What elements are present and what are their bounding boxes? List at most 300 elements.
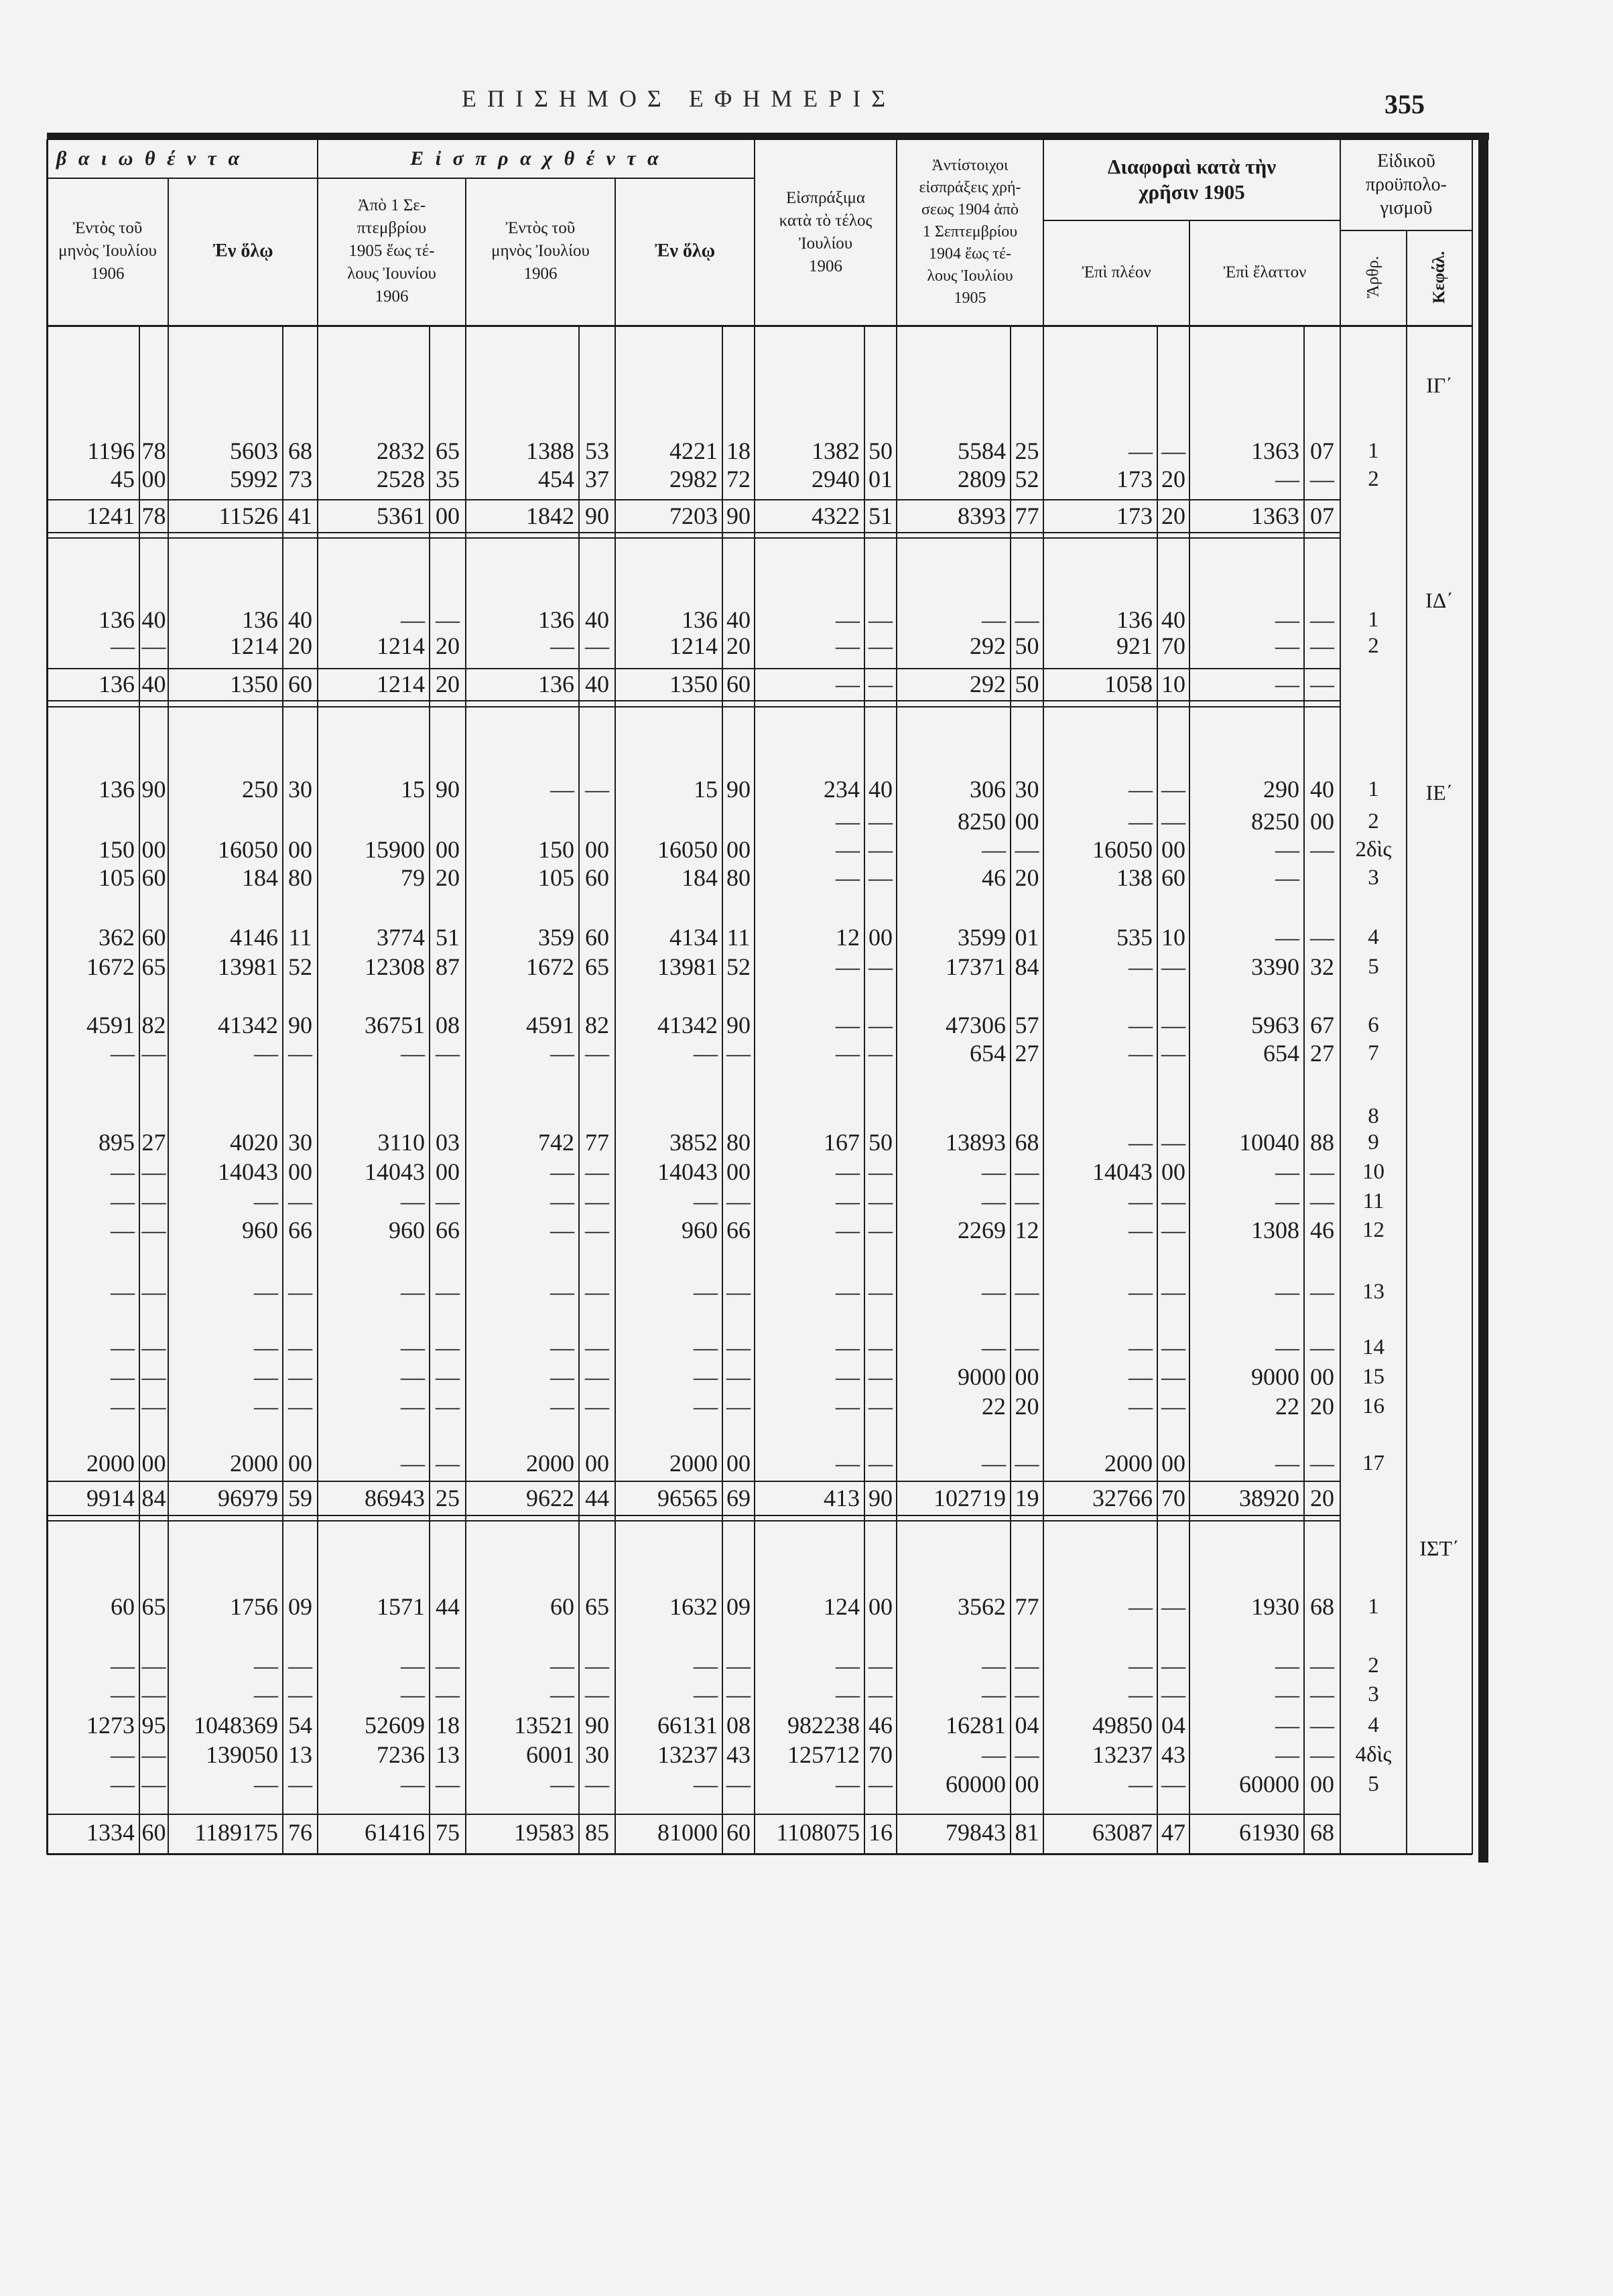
cell-eispraxima-integer: 982238 [787, 1712, 860, 1739]
cell-vevaiothenta-month-integer: — [111, 1040, 135, 1067]
cell-vevaiothenta-total-integer: 5603 [230, 437, 278, 464]
cell-eispraxthenta-sept-june-decimal: — [436, 1652, 460, 1679]
cell-antistoixoi-1904-decimal: — [1015, 1652, 1039, 1679]
article-number: 9 [1368, 1130, 1379, 1154]
cell-vevaiothenta-month-integer: — [111, 1363, 135, 1390]
cell-vevaiothenta-total-integer: 11526 [218, 502, 278, 529]
cell-eispraxthenta-sept-june-decimal: 90 [436, 776, 460, 803]
cell-vevaiothenta-total-decimal: — [288, 1652, 312, 1679]
cell-epi-elatton-integer: 3390 [1251, 953, 1299, 980]
rule-horizontal [47, 1814, 1340, 1815]
cell-vevaiothenta-total-integer: — [254, 1188, 278, 1215]
cell-epi-elatton-integer: — [1275, 836, 1299, 863]
table-row [0, 1333, 1613, 1361]
table-row [0, 1449, 1613, 1477]
cell-eispraxthenta-month-integer: — [550, 1217, 574, 1243]
cell-eispraxthenta-sept-june-integer: 7236 [377, 1741, 425, 1768]
article-number: 8 [1368, 1104, 1379, 1128]
cell-antistoixoi-1904-decimal: 57 [1015, 1012, 1039, 1038]
cell-eispraxthenta-sept-june-integer: 1214 [377, 632, 425, 659]
article-number: 5 [1368, 1772, 1379, 1796]
cell-vevaiothenta-total-decimal: 41 [288, 502, 312, 529]
cell-vevaiothenta-total-decimal: 60 [288, 671, 312, 697]
cell-eispraxima-decimal: — [868, 1217, 893, 1243]
rule-vertical [139, 325, 140, 1854]
total-row [0, 502, 1613, 530]
cell-antistoixoi-1904-integer: 2809 [958, 466, 1006, 492]
cell-eispraxthenta-sept-june-integer: — [401, 1681, 425, 1708]
cell-epi-elatton-decimal: — [1310, 1158, 1334, 1185]
cell-eispraxthenta-sept-june-decimal [430, 1102, 466, 1130]
table-row [0, 1770, 1613, 1798]
cell-eispraxthenta-month-decimal: 00 [585, 836, 609, 863]
table-row [0, 1680, 1613, 1708]
cell-eispraxthenta-sept-june-integer: — [401, 1652, 425, 1679]
cell-epi-elatton-decimal: — [1310, 1681, 1334, 1708]
cell-eispraxima-integer: — [836, 1158, 860, 1185]
cell-epi-pleon-integer: 136 [1116, 606, 1153, 633]
rule-vertical [1157, 325, 1158, 1854]
cell-eispraxthenta-total-integer: — [694, 1652, 718, 1679]
cell-eispraxthenta-month-decimal: 77 [585, 1129, 609, 1156]
cell-vevaiothenta-month-decimal: 95 [141, 1712, 166, 1739]
cell-eispraxthenta-total-decimal: 80 [726, 864, 751, 891]
cell-eispraxima-integer: — [836, 1450, 860, 1477]
cell-vevaiothenta-total-decimal: 54 [288, 1712, 312, 1739]
cell-antistoixoi-1904-decimal: 00 [1015, 1363, 1039, 1390]
cell-vevaiothenta-month-integer: 9914 [86, 1485, 135, 1511]
cell-eispraxthenta-month-integer: — [550, 1393, 574, 1420]
cell-eispraxima-decimal: 50 [868, 1129, 893, 1156]
cell-eispraxthenta-total-decimal: 00 [726, 1158, 751, 1185]
cell-eispraxthenta-total-decimal [722, 1102, 755, 1130]
cell-eispraxthenta-month-decimal: — [585, 1771, 609, 1798]
cell-eispraxthenta-sept-june-decimal: — [436, 1188, 460, 1215]
cell-eispraxima-integer: — [836, 1681, 860, 1708]
cell-vevaiothenta-month-decimal: 00 [141, 466, 166, 492]
article-number: 15 [1362, 1365, 1384, 1389]
cell-eispraxima-decimal: — [868, 808, 893, 835]
cell-eispraxthenta-month-decimal: 85 [585, 1819, 609, 1846]
cell-eispraxthenta-total-integer: — [694, 1278, 718, 1305]
cell-antistoixoi-1904-decimal: 81 [1015, 1819, 1039, 1846]
cell-vevaiothenta-total-integer: 1350 [230, 671, 278, 697]
cell-vevaiothenta-month-integer: — [111, 1188, 135, 1215]
cell-eispraxthenta-sept-june-integer: — [401, 1363, 425, 1390]
cell-eispraxthenta-month-decimal: — [585, 1158, 609, 1185]
table-row [0, 465, 1613, 493]
rule-horizontal [47, 325, 1472, 327]
cell-vevaiothenta-month-decimal: 82 [141, 1012, 166, 1038]
cell-epi-elatton-decimal: — [1310, 1278, 1334, 1305]
table-row [0, 437, 1613, 465]
cell-vevaiothenta-total-decimal: 73 [288, 466, 312, 492]
cell-epi-pleon-decimal: 00 [1161, 1158, 1185, 1185]
cell-antistoixoi-1904-decimal: 20 [1015, 864, 1039, 891]
cell-vevaiothenta-total-decimal: 11 [288, 924, 312, 951]
cell-eispraxthenta-month-decimal: 82 [585, 1012, 609, 1038]
cell-epi-elatton-decimal [1304, 864, 1340, 892]
cell-epi-pleon-integer: 13237 [1092, 1741, 1153, 1768]
cell-epi-elatton-integer: 1363 [1251, 502, 1299, 529]
cell-eispraxthenta-total-integer: 136 [682, 606, 718, 633]
cell-epi-pleon-decimal: 00 [1161, 836, 1185, 863]
cell-epi-elatton-decimal: — [1310, 924, 1334, 951]
cell-vevaiothenta-month-decimal: — [141, 1334, 166, 1361]
cell-eispraxthenta-month-integer: — [550, 776, 574, 803]
cell-antistoixoi-1904-integer [897, 1102, 1011, 1130]
cell-vevaiothenta-total-decimal [283, 807, 318, 835]
cell-eispraxthenta-total-decimal: — [726, 1188, 751, 1215]
cell-eispraxima-integer: — [836, 836, 860, 863]
cell-eispraxthenta-month-decimal: 90 [585, 502, 609, 529]
cell-eispraxthenta-sept-june-integer: 86943 [365, 1485, 425, 1511]
table-row [0, 807, 1613, 835]
cell-eispraxthenta-sept-june-integer: 15900 [365, 836, 425, 863]
table-row [0, 1392, 1613, 1420]
cell-eispraxima-integer: 125712 [787, 1741, 860, 1768]
cell-eispraxthenta-sept-june-decimal: 66 [436, 1217, 460, 1243]
cell-antistoixoi-1904-decimal [1011, 1102, 1043, 1130]
table-row [0, 1363, 1613, 1391]
cell-eispraxthenta-sept-june-integer: 14043 [365, 1158, 425, 1185]
cell-epi-elatton-integer: — [1275, 632, 1299, 659]
cell-vevaiothenta-month-decimal: 40 [141, 671, 166, 697]
header-epi-pleon: Ἐπὶ πλέον [1082, 263, 1151, 281]
cell-eispraxthenta-month-integer: — [550, 1363, 574, 1390]
header-eispraxima: Εἰσπράξιμα κατὰ τὸ τέλος Ἰουλίου 1906 [779, 188, 873, 275]
cell-eispraxthenta-month-integer: 4591 [526, 1012, 574, 1038]
cell-epi-elatton-integer: — [1275, 1681, 1299, 1708]
cell-eispraxima-decimal: 40 [868, 776, 893, 803]
cell-epi-pleon-decimal: 00 [1161, 1450, 1185, 1477]
cell-epi-elatton-integer: 1363 [1251, 437, 1299, 464]
cell-antistoixoi-1904-decimal: — [1015, 836, 1039, 863]
cell-eispraxthenta-sept-june-decimal: — [436, 1363, 460, 1390]
cell-antistoixoi-1904-decimal: 30 [1015, 776, 1039, 803]
cell-epi-elatton-decimal: 20 [1310, 1485, 1334, 1511]
cell-epi-elatton-integer: 290 [1263, 776, 1299, 803]
cell-antistoixoi-1904-integer: 9000 [958, 1363, 1006, 1390]
cell-vevaiothenta-month-decimal: 00 [141, 1450, 166, 1477]
cell-epi-elatton-integer: 10040 [1239, 1129, 1299, 1156]
cell-epi-pleon-decimal: — [1161, 1363, 1185, 1390]
cell-eispraxima-decimal: — [868, 632, 893, 659]
cell-vevaiothenta-month-decimal: 84 [141, 1485, 166, 1511]
cell-antistoixoi-1904-integer: — [982, 1741, 1006, 1768]
cell-epi-pleon-decimal: 04 [1161, 1712, 1185, 1739]
cell-epi-pleon-integer: 49850 [1092, 1712, 1153, 1739]
cell-epi-pleon-decimal: 70 [1161, 1485, 1185, 1511]
cell-epi-elatton-decimal: — [1310, 1450, 1334, 1477]
cell-vevaiothenta-total-integer: 1189175 [194, 1819, 278, 1846]
cell-eispraxthenta-sept-june-decimal: 87 [436, 953, 460, 980]
cell-vevaiothenta-total-decimal: 68 [288, 437, 312, 464]
cell-eispraxthenta-month-integer: 1842 [526, 502, 574, 529]
cell-antistoixoi-1904-integer: 292 [970, 632, 1006, 659]
cell-eispraxthenta-total-integer: 1632 [669, 1593, 718, 1620]
cell-vevaiothenta-month-decimal: — [141, 1217, 166, 1243]
cell-epi-elatton-integer: 1308 [1251, 1217, 1299, 1243]
cell-eispraxthenta-total-decimal: 90 [726, 776, 751, 803]
cell-epi-elatton-decimal: — [1310, 1188, 1334, 1215]
article-number: 3 [1368, 1682, 1379, 1706]
cell-eispraxthenta-total-decimal: 20 [726, 632, 751, 659]
header-eispraxthenta-total: Ἐν ὅλῳ [654, 241, 716, 261]
cell-vevaiothenta-month-integer: — [111, 1652, 135, 1679]
article-number: 7 [1368, 1041, 1379, 1065]
cell-vevaiothenta-month-decimal: 78 [141, 502, 166, 529]
cell-eispraxthenta-total-decimal: — [726, 1334, 751, 1361]
cell-antistoixoi-1904-decimal: — [1015, 1681, 1039, 1708]
article-number: 10 [1362, 1160, 1384, 1184]
cell-vevaiothenta-total-integer: 4146 [230, 924, 278, 951]
cell-eispraxima-integer: — [836, 1012, 860, 1038]
cell-eispraxthenta-sept-june-integer: 36751 [365, 1012, 425, 1038]
cell-epi-pleon-integer: 535 [1116, 924, 1153, 951]
cell-antistoixoi-1904-integer: 79843 [946, 1819, 1006, 1846]
cell-antistoixoi-1904-integer: — [982, 1681, 1006, 1708]
cell-eispraxima-integer: — [836, 632, 860, 659]
rule-horizontal [47, 668, 1340, 669]
cell-epi-elatton-integer: — [1275, 1334, 1299, 1361]
cell-epi-pleon-decimal: — [1161, 1593, 1185, 1620]
cell-eispraxthenta-sept-june-integer: 52609 [365, 1712, 425, 1739]
article-number: 5 [1368, 955, 1379, 979]
cell-eispraxima-decimal: — [868, 1188, 893, 1215]
cell-epi-elatton-integer: — [1275, 1712, 1299, 1739]
cell-eispraxthenta-sept-june-decimal: 44 [436, 1593, 460, 1620]
cell-epi-pleon-decimal: — [1161, 1334, 1185, 1361]
cell-vevaiothenta-total-integer: 14043 [218, 1158, 278, 1185]
cell-vevaiothenta-month-decimal: — [141, 1681, 166, 1708]
cell-eispraxima-integer: 234 [824, 776, 860, 803]
cell-eispraxima-decimal: — [868, 1681, 893, 1708]
cell-vevaiothenta-total-integer: — [254, 1278, 278, 1305]
cell-eispraxima-integer: — [836, 1188, 860, 1215]
cell-vevaiothenta-month-decimal: 90 [141, 776, 166, 803]
cell-vevaiothenta-month-integer: — [111, 1158, 135, 1185]
cell-eispraxthenta-total-integer: — [694, 1334, 718, 1361]
chapter-label: ΙΣΤ΄ [1419, 1536, 1460, 1560]
cell-eispraxthenta-month-decimal: — [585, 1217, 609, 1243]
rule-vertical [722, 325, 723, 1854]
cell-eispraxthenta-sept-june-integer: — [401, 1278, 425, 1305]
cell-vevaiothenta-total-decimal [283, 1102, 318, 1130]
cell-eispraxthenta-total-integer: — [694, 1681, 718, 1708]
cell-antistoixoi-1904-decimal: 00 [1015, 808, 1039, 835]
cell-eispraxthenta-month-integer: — [550, 1334, 574, 1361]
cell-eispraxthenta-sept-june-decimal: 00 [436, 1158, 460, 1185]
cell-eispraxthenta-month-integer: — [550, 1040, 574, 1067]
cell-vevaiothenta-total-integer: 250 [242, 776, 278, 803]
cell-eispraxthenta-sept-june-decimal: — [436, 1278, 460, 1305]
cell-eispraxthenta-month-decimal: — [585, 1393, 609, 1420]
cell-eispraxthenta-sept-june-decimal: — [436, 1040, 460, 1067]
cell-epi-elatton-integer: — [1275, 1278, 1299, 1305]
cell-epi-pleon-decimal: 10 [1161, 924, 1185, 951]
cell-antistoixoi-1904-integer: — [982, 1188, 1006, 1215]
cell-antistoixoi-1904-integer: 292 [970, 671, 1006, 697]
cell-antistoixoi-1904-decimal: — [1015, 606, 1039, 633]
cell-epi-elatton-decimal: — [1310, 1652, 1334, 1679]
cell-eispraxthenta-total-decimal: — [726, 1393, 751, 1420]
cell-vevaiothenta-month-decimal: 65 [141, 1593, 166, 1620]
cell-vevaiothenta-month-decimal: — [141, 1040, 166, 1067]
table-row [0, 1651, 1613, 1680]
cell-epi-elatton-decimal: 20 [1310, 1393, 1334, 1420]
cell-epi-pleon-integer: 14043 [1092, 1158, 1153, 1185]
cell-eispraxthenta-total-integer [615, 1102, 722, 1130]
cell-eispraxima-decimal: 00 [868, 1593, 893, 1620]
cell-vevaiothenta-month-decimal: — [141, 1393, 166, 1420]
cell-eispraxthenta-total-integer: 1350 [669, 671, 718, 697]
header-arthro: Ἄρθρ. [1364, 256, 1382, 299]
article-number: 17 [1362, 1451, 1384, 1475]
cell-eispraxthenta-total-decimal: 00 [726, 1450, 751, 1477]
cell-antistoixoi-1904-integer: 8250 [958, 808, 1006, 835]
rule-horizontal [47, 532, 1340, 533]
cell-eispraxthenta-month-integer: 359 [538, 924, 574, 951]
cell-eispraxthenta-sept-june-integer: — [401, 1771, 425, 1798]
cell-eispraxthenta-sept-june-integer: 960 [389, 1217, 425, 1243]
cell-epi-pleon-integer: — [1128, 1334, 1153, 1361]
cell-epi-pleon-integer: — [1128, 1771, 1153, 1798]
cell-epi-elatton-integer: 654 [1263, 1040, 1299, 1067]
cell-eispraxima-integer: 413 [824, 1485, 860, 1511]
cell-epi-pleon-integer: 173 [1116, 466, 1153, 492]
cell-epi-pleon-integer: — [1128, 953, 1153, 980]
cell-eispraxima-integer [755, 1102, 864, 1130]
article-number: 1 [1368, 1595, 1379, 1619]
cell-epi-pleon-decimal: — [1161, 1217, 1185, 1243]
cell-epi-pleon-decimal: — [1161, 776, 1185, 803]
cell-epi-elatton-decimal: 00 [1310, 808, 1334, 835]
cell-eispraxthenta-total-decimal: 18 [726, 437, 751, 464]
article-number: 2 [1368, 467, 1379, 491]
cell-eispraxima-decimal: — [868, 1771, 893, 1798]
cell-vevaiothenta-total-integer: — [254, 1652, 278, 1679]
cell-vevaiothenta-total-decimal: 00 [288, 836, 312, 863]
cell-epi-elatton-decimal: — [1310, 1712, 1334, 1739]
table-row [0, 923, 1613, 951]
cell-eispraxthenta-sept-june-decimal: 00 [436, 502, 460, 529]
cell-antistoixoi-1904-decimal: 77 [1015, 502, 1039, 529]
cell-vevaiothenta-month-decimal: 27 [141, 1129, 166, 1156]
cell-eispraxthenta-month-decimal: — [585, 1652, 609, 1679]
cell-vevaiothenta-total-decimal: — [288, 1681, 312, 1708]
cell-eispraxthenta-month-decimal: 40 [585, 671, 609, 697]
cell-vevaiothenta-total-decimal: 20 [288, 632, 312, 659]
cell-vevaiothenta-month-decimal: — [141, 1188, 166, 1215]
cell-eispraxthenta-total-decimal: 60 [726, 1819, 751, 1846]
cell-antistoixoi-1904-integer: — [982, 1334, 1006, 1361]
header-antistoixoi: Ἀντίστοιχοι εἰσπράξεις χρή- σεως 1904 ἀπὸ 1 Σεπτεμβρίου 1904 ἕως τέ- λους Ἰουλίου 1905 [919, 157, 1021, 307]
cell-eispraxthenta-month-decimal: — [585, 1040, 609, 1067]
cell-vevaiothenta-total-integer: 41342 [218, 1012, 278, 1038]
cell-eispraxthenta-month-integer [466, 807, 579, 835]
cell-epi-elatton-integer: 9000 [1251, 1363, 1299, 1390]
cell-antistoixoi-1904-decimal: 84 [1015, 953, 1039, 980]
cell-eispraxthenta-month-integer: 454 [538, 466, 574, 492]
page-number: 355 [1384, 89, 1425, 119]
article-number: 13 [1362, 1280, 1384, 1304]
cell-epi-elatton-integer: — [1275, 924, 1299, 951]
cell-vevaiothenta-total-decimal: — [288, 1334, 312, 1361]
cell-antistoixoi-1904-decimal: 20 [1015, 1393, 1039, 1420]
cell-vevaiothenta-month-integer: 1241 [86, 502, 135, 529]
cell-eispraxthenta-total-decimal: — [726, 1278, 751, 1305]
cell-eispraxthenta-sept-june-decimal: — [436, 1681, 460, 1708]
cell-vevaiothenta-month-integer: 4591 [86, 1012, 135, 1038]
article-number: 2 [1368, 809, 1379, 833]
cell-eispraxthenta-month-integer: 9622 [526, 1485, 574, 1511]
cell-vevaiothenta-month-integer: 1196 [87, 437, 135, 464]
cell-eispraxthenta-month-decimal: 53 [585, 437, 609, 464]
article-number: 1 [1368, 608, 1379, 632]
cell-eispraxthenta-sept-june-integer: — [401, 1393, 425, 1420]
cell-epi-pleon-decimal: — [1161, 1278, 1185, 1305]
cell-eispraxthenta-sept-june-integer [318, 807, 430, 835]
cell-eispraxthenta-total-integer: 13237 [657, 1741, 718, 1768]
cell-epi-pleon-decimal: — [1161, 1188, 1185, 1215]
cell-eispraxthenta-total-decimal: 60 [726, 671, 751, 697]
cell-epi-pleon-integer: — [1128, 1393, 1153, 1420]
cell-vevaiothenta-total-decimal: — [288, 1040, 312, 1067]
cell-epi-elatton-integer [1189, 1102, 1304, 1130]
cell-vevaiothenta-total-integer: 5992 [230, 466, 278, 492]
cell-eispraxthenta-month-decimal: 40 [585, 606, 609, 633]
cell-eispraxima-integer: — [836, 864, 860, 891]
cell-antistoixoi-1904-decimal: 01 [1015, 924, 1039, 951]
cell-vevaiothenta-month-integer: — [111, 1278, 135, 1305]
cell-vevaiothenta-total-integer: 1048369 [194, 1712, 278, 1739]
table-row [0, 775, 1613, 803]
cell-vevaiothenta-month-decimal [139, 1102, 168, 1130]
cell-eispraxthenta-sept-june-decimal: — [436, 1393, 460, 1420]
cell-eispraxthenta-total-integer: 2000 [669, 1450, 718, 1477]
cell-epi-elatton-decimal [1304, 1102, 1340, 1130]
cell-eispraxthenta-sept-june-integer: 3774 [377, 924, 425, 951]
cell-antistoixoi-1904-integer: 2269 [958, 1217, 1006, 1243]
cell-epi-pleon-integer: — [1128, 1652, 1153, 1679]
cell-eispraxima-integer: — [836, 1040, 860, 1067]
article-number: 4 [1368, 925, 1379, 949]
cell-eispraxthenta-month-integer: — [550, 632, 574, 659]
cell-eispraxthenta-total-decimal: 90 [726, 502, 751, 529]
article-number: 1 [1368, 439, 1379, 463]
cell-eispraxthenta-total-integer: 81000 [657, 1819, 718, 1846]
cell-eispraxima-decimal: 16 [868, 1819, 893, 1846]
rule-horizontal [47, 537, 1340, 539]
cell-eispraxima-decimal: — [868, 1158, 893, 1185]
cell-eispraxthenta-sept-june-integer: 79 [401, 864, 425, 891]
cell-vevaiothenta-month-decimal: — [141, 1771, 166, 1798]
table-row [0, 864, 1613, 892]
cell-eispraxthenta-month-decimal: 65 [585, 1593, 609, 1620]
cell-eispraxima-decimal: — [868, 671, 893, 697]
cell-eispraxthenta-total-decimal: 00 [726, 836, 751, 863]
cell-eispraxima-integer: — [836, 1393, 860, 1420]
cell-vevaiothenta-month-decimal: 65 [141, 953, 166, 980]
cell-antistoixoi-1904-integer: 47306 [946, 1012, 1006, 1038]
cell-eispraxthenta-month-integer: 742 [538, 1129, 574, 1156]
cell-eispraxthenta-month-integer: — [550, 1652, 574, 1679]
cell-vevaiothenta-month-integer: — [111, 1741, 135, 1768]
cell-vevaiothenta-month-integer: — [111, 1393, 135, 1420]
cell-epi-elatton-integer: — [1275, 1652, 1299, 1679]
cell-vevaiothenta-total-decimal: 66 [288, 1217, 312, 1243]
